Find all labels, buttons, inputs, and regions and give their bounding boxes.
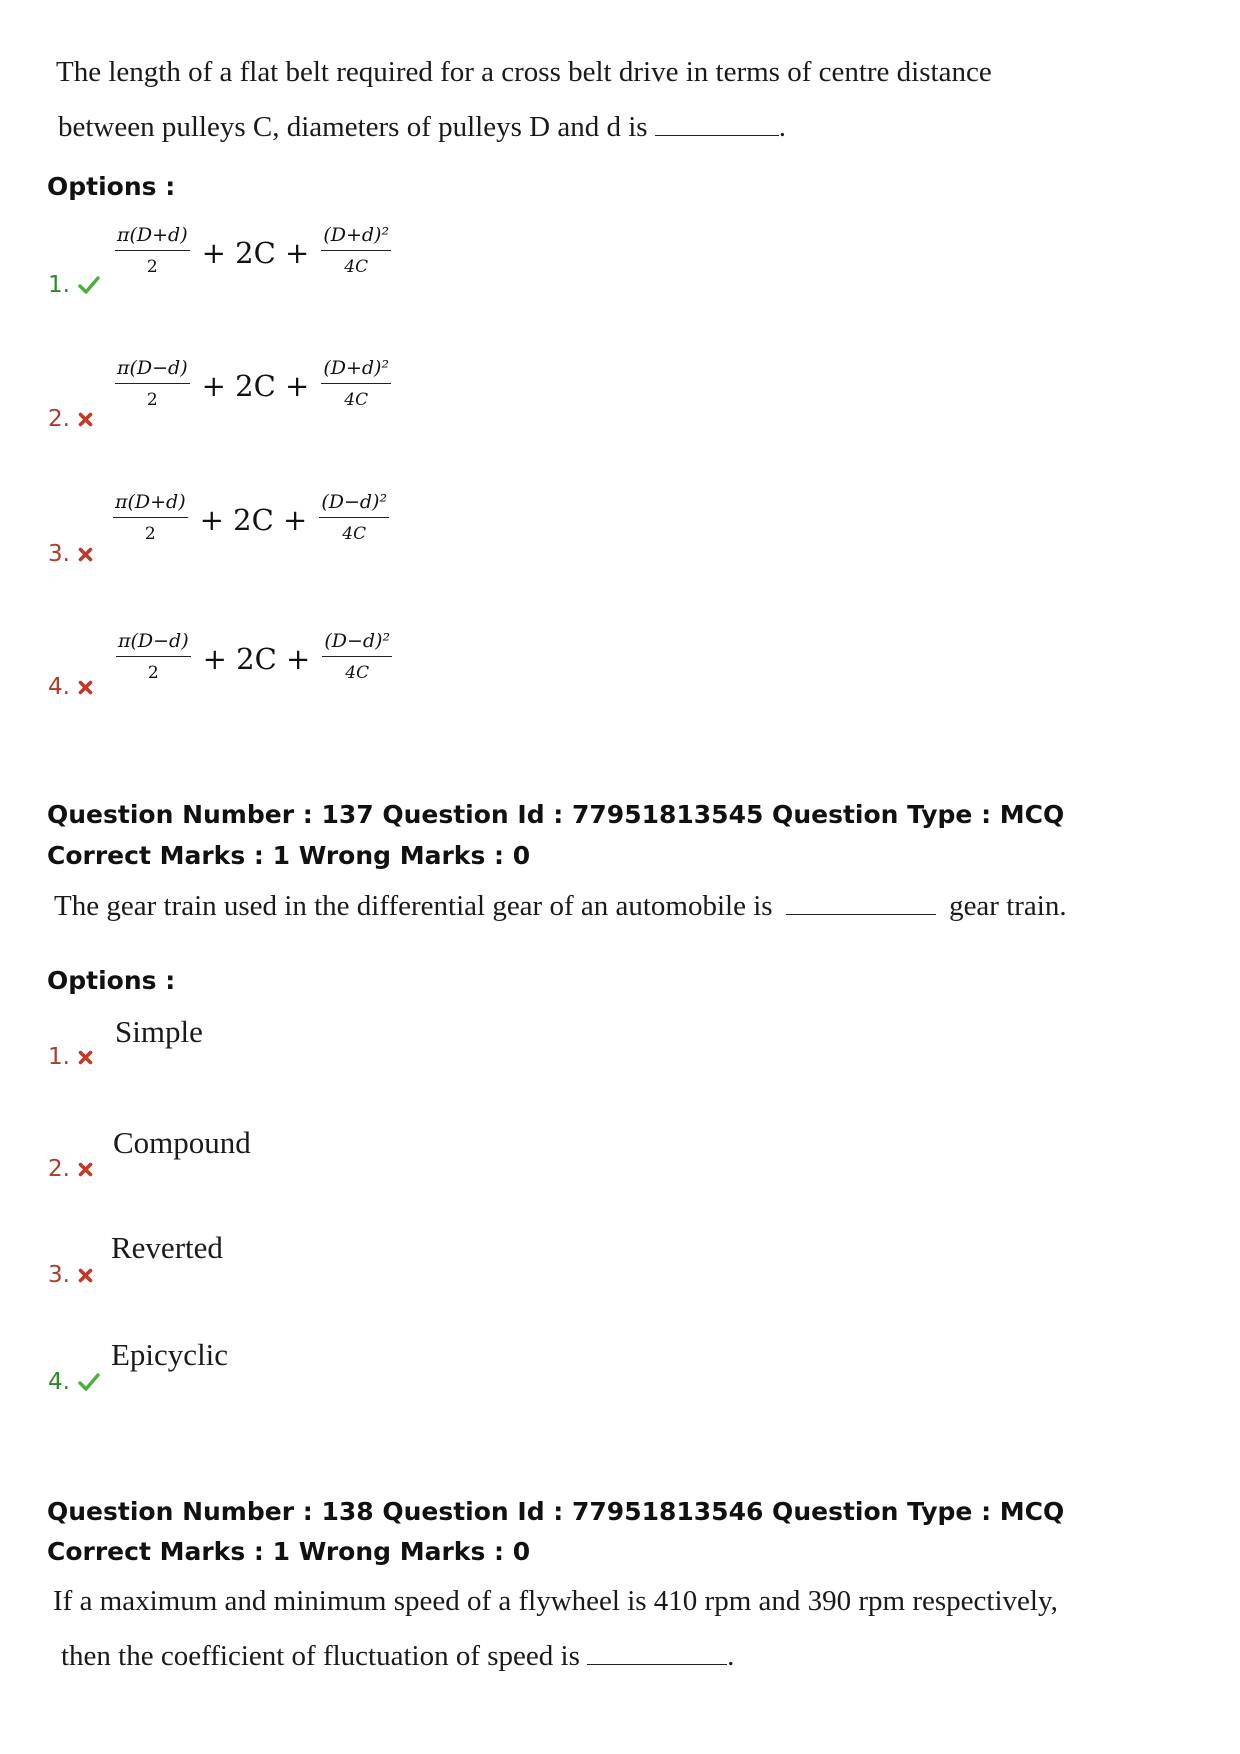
middle-term: + 2C + [199, 502, 308, 537]
q137-question-text [54, 880, 1067, 934]
fraction-term-2 [321, 357, 391, 410]
cross-icon [78, 412, 93, 427]
numerator: (D+d)² [321, 224, 391, 251]
q138-text-line2-content: then the coefficient of fluctuation of speed is [61, 1640, 580, 1672]
q137-text-before: The gear train used in the differential gear of an automobile is [54, 890, 773, 922]
denominator: 2 [147, 663, 159, 683]
numerator: π(D−d) [115, 357, 190, 384]
denominator: 4C [344, 257, 369, 277]
denominator: 4C [345, 663, 370, 683]
fraction-term-1 [116, 630, 191, 683]
q136-option-4-formula [116, 630, 392, 683]
option-number: 1. [48, 1044, 70, 1070]
option-number: 4. [48, 1369, 70, 1395]
q137-option-4-text: Epicyclic [111, 1337, 229, 1372]
cross-icon [78, 547, 93, 562]
answer-blank [655, 113, 779, 136]
q136-option-2-marker [48, 406, 93, 432]
options-label: Options : [47, 966, 176, 995]
numerator: (D+d)² [321, 357, 391, 384]
numerator: π(D+d) [115, 224, 190, 251]
q136-text-line1: The length of a flat belt required for a cross belt drive in terms of centre distance [56, 56, 992, 88]
numerator: π(D+d) [113, 491, 188, 518]
denominator: 2 [146, 257, 158, 277]
q137-option-1-text: Simple [115, 1014, 203, 1049]
check-icon [78, 1373, 100, 1391]
q136-end-punct: . [778, 111, 787, 143]
question-header: Question Number : 138 Question Id : 77951813546 Question Type : MCQ [47, 1497, 1065, 1526]
option-number: 2. [48, 1156, 70, 1182]
q136-text-line2-content: between pulleys C, diameters of pulleys D and d is [58, 111, 648, 143]
denominator: 2 [146, 390, 158, 410]
denominator: 4C [344, 390, 369, 410]
q137-option-2-text: Compound [113, 1125, 251, 1160]
denominator: 4C [342, 524, 367, 544]
fraction-term-1 [115, 224, 190, 277]
fraction-term-2 [321, 224, 391, 277]
option-number: 1. [48, 272, 70, 298]
cross-icon [78, 1162, 93, 1177]
q137-option-3-marker [48, 1262, 93, 1288]
fraction-term-2 [319, 491, 389, 544]
q136-text-line2 [58, 101, 786, 155]
q136-option-3-formula [113, 491, 389, 544]
denominator: 2 [144, 524, 156, 544]
answer-blank [587, 1642, 727, 1665]
q136-option-2-formula [115, 357, 391, 410]
marks-info: Correct Marks : 1 Wrong Marks : 0 [47, 841, 531, 870]
marks-info: Correct Marks : 1 Wrong Marks : 0 [47, 1537, 531, 1566]
fraction-term-1 [113, 491, 188, 544]
cross-icon [78, 680, 93, 695]
q137-text-after: gear train. [949, 890, 1067, 922]
q138-end-punct: . [727, 1640, 735, 1672]
option-number: 3. [48, 1262, 70, 1288]
cross-icon [78, 1050, 93, 1065]
cross-icon [78, 1268, 93, 1283]
q138-text-line1: If a maximum and minimum speed of a flywheel is 410 rpm and 390 rpm respectively, [53, 1585, 1058, 1617]
fraction-term-2 [322, 630, 392, 683]
q136-option-1-marker [48, 272, 100, 298]
middle-term: + 2C + [201, 235, 310, 270]
q136-option-1-formula [115, 224, 391, 277]
q136-option-4-marker [48, 674, 93, 700]
q138-text-line2 [61, 1630, 734, 1684]
options-label: Options : [47, 172, 176, 201]
answer-blank [786, 892, 936, 915]
q137-option-1-marker [48, 1044, 93, 1070]
check-icon [78, 276, 100, 294]
option-number: 3. [48, 541, 70, 567]
option-number: 4. [48, 674, 70, 700]
question-header: Question Number : 137 Question Id : 77951813545 Question Type : MCQ [47, 800, 1065, 829]
middle-term: + 2C + [202, 641, 311, 676]
numerator: (D−d)² [319, 491, 389, 518]
q137-option-4-marker [48, 1369, 100, 1395]
q136-option-3-marker [48, 541, 93, 567]
numerator: π(D−d) [116, 630, 191, 657]
numerator: (D−d)² [322, 630, 392, 657]
q137-option-3-text: Reverted [111, 1230, 223, 1265]
q137-option-2-marker [48, 1156, 93, 1182]
fraction-term-1 [115, 357, 190, 410]
middle-term: + 2C + [201, 368, 310, 403]
option-number: 2. [48, 406, 70, 432]
